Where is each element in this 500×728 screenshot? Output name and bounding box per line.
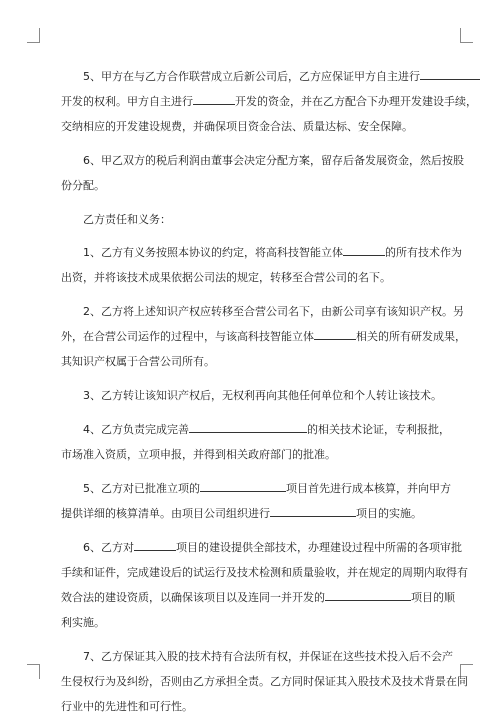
text-segment: 2、乙方将上述知识产权应转移至合营公司名下，由新公司享有该知识产权。另 xyxy=(83,305,464,318)
text-segment: 开发的权利。甲方自主进行 xyxy=(61,95,193,108)
paragraph xyxy=(61,383,446,408)
paragraph xyxy=(61,148,464,198)
text-line xyxy=(61,383,446,408)
text-segment: 5、乙方对已批准立项的 xyxy=(83,482,200,495)
text-segment: 项目的建设提供全部技术，办理建设过程中所需的各项审批 xyxy=(176,541,462,554)
text-segment: 市场准入资质，立项申报，并得到相关政府部门的批准。 xyxy=(61,448,336,461)
fill-in-blank xyxy=(189,422,307,433)
text-segment: 相关的所有研发成果， xyxy=(356,330,466,343)
crop-mark-top-right xyxy=(460,28,473,43)
text-segment: 交纳相应的开发建设规费，并确保项目资金合法、质量达标、安全保障。 xyxy=(61,120,413,133)
fill-in-blank xyxy=(314,329,356,340)
paragraph xyxy=(61,476,451,526)
paragraph xyxy=(61,417,450,467)
text-segment: 其知识产权属于合营公司所有。 xyxy=(61,355,215,368)
fill-in-blank xyxy=(325,590,411,601)
text-line xyxy=(61,644,453,669)
text-segment: 份分配。 xyxy=(61,179,105,192)
paragraph xyxy=(61,535,468,635)
text-segment: 的所有技术作为 xyxy=(385,246,462,259)
fill-in-blank xyxy=(420,69,480,80)
text-segment: 手续和证件，完成建设后的试运行及技术检测和质量验收，并在规定的周期内取得有 xyxy=(61,566,468,579)
text-segment: 乙方责任和义务： xyxy=(83,213,171,226)
paragraph xyxy=(61,240,462,290)
text-line xyxy=(61,585,455,610)
text-line xyxy=(61,114,446,139)
section-heading xyxy=(61,207,446,232)
fill-in-blank xyxy=(343,245,385,256)
fill-in-blank xyxy=(134,540,176,551)
text-line xyxy=(61,324,466,349)
text-segment: 出资，并将该技术成果依据公司法的规定，转移至合营公司的名下。 xyxy=(61,271,391,284)
text-segment: 行业中的先进性和可行性。 xyxy=(61,700,193,713)
text-line xyxy=(61,501,446,526)
text-line xyxy=(61,240,462,265)
text-line xyxy=(61,560,468,585)
fill-in-blank xyxy=(193,94,235,105)
text-line xyxy=(61,610,446,635)
fill-in-blank xyxy=(200,481,286,492)
text-line xyxy=(61,265,446,290)
text-segment: 效合法的建设资质，以确保该项目以及连同一并开发的 xyxy=(61,591,325,604)
text-line xyxy=(61,148,464,173)
text-line xyxy=(61,299,464,324)
text-line xyxy=(61,417,450,442)
text-line xyxy=(61,207,446,232)
text-segment: 1、乙方有义务按照本协议的约定，将高科技智能立体 xyxy=(83,246,343,259)
text-segment: 的相关技术论证，专利报批， xyxy=(307,423,450,436)
text-line xyxy=(61,64,446,89)
text-segment: 7、乙方保证其入股的技术持有合法所有权，并保证在这些技术投入后不会产 xyxy=(83,650,453,663)
text-segment: 开发的资金，并在乙方配合下办理开发建设手续， xyxy=(235,95,477,108)
text-line xyxy=(61,173,446,198)
crop-mark-bottom-left xyxy=(27,664,40,679)
text-line xyxy=(61,89,477,114)
text-segment: 外，在合营公司运作的过程中，与该高科技智能立体 xyxy=(61,330,314,343)
paragraph xyxy=(61,644,468,719)
paragraph xyxy=(61,299,466,374)
fill-in-blank xyxy=(270,506,356,517)
paragraph xyxy=(61,64,477,139)
text-line xyxy=(61,476,451,501)
text-segment: 项目的实施。 xyxy=(356,507,422,520)
text-segment: 项目首先进行成本核算，并向甲方 xyxy=(286,482,451,495)
text-segment: 4、乙方负责完成完善 xyxy=(83,423,189,436)
document-body xyxy=(61,64,477,728)
crop-mark-top-left xyxy=(27,28,40,43)
text-segment: 利实施。 xyxy=(61,616,105,629)
text-segment: 提供详细的核算清单。由项目公司组织进行 xyxy=(61,507,270,520)
text-line xyxy=(61,535,462,560)
text-segment: 6、甲乙双方的税后利润由董事会决定分配方案，留存后备发展资金，然后按股 xyxy=(83,154,464,167)
text-segment: 3、乙方转让该知识产权后，无权利再向其他任何单位和个人转让该技术。 xyxy=(83,389,442,402)
text-segment: 6、乙方对 xyxy=(83,541,134,554)
text-line xyxy=(61,442,446,467)
text-segment: 生侵权行为及纠纷，否则由乙方承担全责。乙方同时保证其入股技术及技术背景在同 xyxy=(61,675,468,688)
text-line xyxy=(61,349,446,374)
text-segment: 5、甲方在与乙方合作联营成立后新公司后，乙方应保证甲方自主进行 xyxy=(83,70,420,83)
text-line xyxy=(61,669,468,694)
text-segment: 项目的顺 xyxy=(411,591,455,604)
